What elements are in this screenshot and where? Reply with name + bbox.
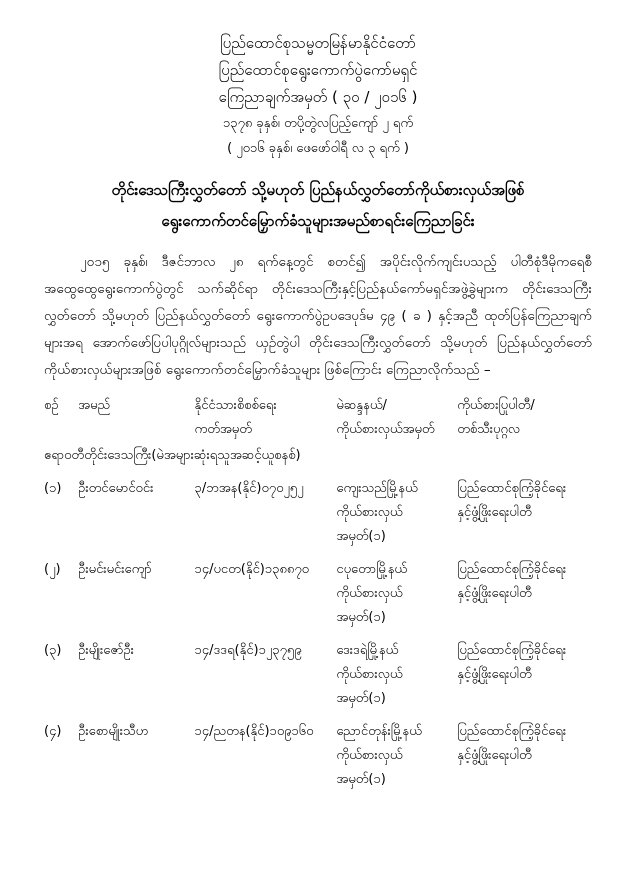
row-candidate-name: ဦးမင်းမင်းကျော် — [78, 562, 152, 577]
row-party — [457, 468, 592, 549]
row-party-line1: ပြည်ထောင်စုကြံ့ခိုင်ရေး — [457, 562, 567, 577]
row-nrc-number: ၁၄/ညတန(နိုင်)၁၀၉၁၆၀ — [194, 724, 314, 739]
header-date-gregorian: ( ၂၀၁၆ ခုနှစ်၊ ဖေဖော်ဝါရီ လ ၃ ရက် ) — [227, 141, 409, 156]
row-nrc-number: ၁၄/ပငတ(နိုင်)၁၃၈၈၇၀ — [194, 562, 309, 577]
row-party-line2: နှင့်ဖွံ့ဖြိုးရေးပါတီ — [457, 748, 532, 763]
title-line-1: တိုင်းဒေသကြီးလွှတ်တော် သို့မဟုတ် ပြည်နယ်လွှတ်တော်ကိုယ်စားလှယ်အဖြစ် — [111, 181, 525, 199]
row-constituency-line1: ငပုတောမြို့နယ် — [336, 562, 408, 577]
table-header-nrc-line2: ကတ်အမှတ် — [194, 422, 252, 437]
row-party — [457, 630, 592, 711]
table-section-row — [44, 444, 592, 468]
row-constituency — [336, 549, 457, 630]
table-header-no: စဉ် — [44, 398, 59, 413]
row-party-line1: ပြည်ထောင်စုကြံ့ခိုင်ရေး — [457, 643, 567, 658]
representatives-table — [44, 394, 592, 792]
row-party-line2: နှင့်ဖွံ့ဖြိုးရေးပါတီ — [457, 505, 532, 520]
table-row — [44, 711, 592, 792]
table-header-party-line2: တစ်သီးပုဂ္ဂလ — [457, 422, 521, 437]
row-nrc-number: ၁၄/ဒဒရ(နိုင်)၁၂၃၇၅၉ — [194, 643, 302, 658]
row-candidate-name: ဦးမျိုးဇော်ဦး — [78, 643, 134, 658]
table-header-constituency-line1: မဲဆန္ဒနယ်/ — [336, 398, 387, 413]
header-line-announcement-number: ကြေညာချက်အမှတ် ( ၃၀ / ၂၀၁၆ ) — [218, 88, 418, 106]
row-constituency-line2: ကိုယ်စားလှယ် — [336, 505, 403, 520]
body-paragraph-1: ၂၀၁၅ ခုနှစ်၊ ဒီဇင်ဘာလ ၂၈ ရက်နေ့တွင် စတင်၍ အပိုင်းလိုက်ကျင်းပသည့် ပါတီစုံဒီမိုကရေစီ အထွေထွေရွေးကောက်ပွဲတွင် သက်ဆိုင်ရာ တိုင်းဒေသကြီးနှင့်ပြည်နယ်ကော်မရှင်အဖွဲ့ခွဲများက တိုင်းဒေသကြီးလွှတ်တော် သို့မဟုတ် ပြည်နယ်လွှတ်တော် ရွေးကောက်ပွဲဥပဒေပုဒ်မ ၄၉ ( ခ ) နှင့်အညီ ထုတ်ပြန်ကြေညာချက်များအရ အောက်ဖော်ပြပါပုဂ္ဂိုလ်များသည် ယှဉ်တွဲပါ တိုင်းဒေသကြီးလွှတ်တော် သို့မဟုတ် ပြည်နယ်လွှတ်တော်ကိုယ်စားလှယ်များအဖြစ် ရွေးကောက်တင်မြှောက်ခံသူများ ဖြစ်ကြောင်း ကြေညာလိုက်သည် – — [44, 254, 592, 378]
document-body — [44, 249, 592, 384]
header-line-commission: ပြည်ထောင်စုရွေးကောက်ပွဲကော်မရှင် — [218, 61, 418, 79]
row-constituency-line1: ဒေးဒရဲမြို့နယ် — [336, 643, 399, 658]
row-constituency-line1: ကျေးသည်မြို့နယ် — [336, 481, 418, 496]
table-header-nrc — [195, 394, 337, 444]
table-header-party — [457, 394, 592, 444]
table-row — [44, 549, 592, 630]
row-constituency-line2: ကိုယ်စားလှယ် — [336, 586, 403, 601]
row-constituency-line3: အမှတ်(၁) — [336, 610, 386, 625]
row-candidate-name: ဦးတင်မောင်ဝင်း — [78, 481, 154, 496]
row-constituency-line3: အမှတ်(၁) — [336, 691, 386, 706]
header-date-myanmar-era: ၁၃၇၈ ခုနှစ်၊ တပို့တွဲလပြည့်ကျော် ၂ ရက် — [222, 116, 414, 131]
table-header-constituency-line2: ကိုယ်စားလှယ်အမှတ် — [336, 422, 435, 437]
row-constituency-line3: အမှတ်(၁) — [336, 529, 386, 544]
table-header-constituency — [336, 394, 457, 444]
row-constituency-line1: ညောင်တုန်းမြို့နယ် — [336, 724, 422, 739]
row-constituency — [336, 711, 457, 792]
row-party-line2: နှင့်ဖွံ့ဖြိုးရေးပါတီ — [457, 667, 532, 682]
row-number: (၃) — [44, 643, 62, 658]
table-header-nrc-line1: နိုင်ငံသားစိစစ်ရေး — [194, 398, 277, 413]
table-header-party-line1: ကိုယ်စားပြုပါတီ/ — [457, 398, 535, 413]
row-number: (၂) — [44, 562, 61, 577]
row-number: (၁) — [44, 481, 62, 496]
row-constituency-line3: အမှတ်(၁) — [336, 772, 386, 787]
row-party-line1: ပြည်ထောင်စုကြံ့ခိုင်ရေး — [457, 481, 567, 496]
table-row — [44, 468, 592, 549]
row-party-line1: ပြည်ထောင်စုကြံ့ခိုင်ရေး — [457, 724, 567, 739]
row-constituency-line2: ကိုယ်စားလှယ် — [336, 748, 403, 763]
document-title — [44, 175, 592, 237]
row-party — [457, 549, 592, 630]
document-header — [44, 30, 592, 161]
row-party-line2: နှင့်ဖွံ့ဖြိုးရေးပါတီ — [457, 586, 532, 601]
row-constituency — [336, 630, 457, 711]
row-constituency-line2: ကိုယ်စားလှယ် — [336, 667, 403, 682]
row-constituency — [336, 468, 457, 549]
row-number: (၄) — [44, 724, 62, 739]
title-line-2: ရွေးကောက်တင်မြှောက်ခံသူများအမည်စာရင်းကြေညာခြင်း — [161, 212, 475, 230]
table-header-name: အမည် — [78, 398, 111, 413]
row-candidate-name: ဦးစောမျိုးသီဟ — [78, 724, 149, 739]
table-header-row — [44, 394, 592, 444]
header-line-country: ပြည်ထောင်စုသမ္မတမြန်မာနိုင်ငံတော် — [220, 34, 416, 52]
table-row — [44, 630, 592, 711]
row-party — [457, 711, 592, 792]
row-nrc-number: ၃/ဘအန(နိုင်)၀၇၀၂၅၂ — [194, 481, 304, 496]
table-section-label: ဧရာဝတီတိုင်းဒေသကြီး(မဲအများဆုံးရသူအဆင့်ယူစနစ်) — [44, 448, 301, 463]
